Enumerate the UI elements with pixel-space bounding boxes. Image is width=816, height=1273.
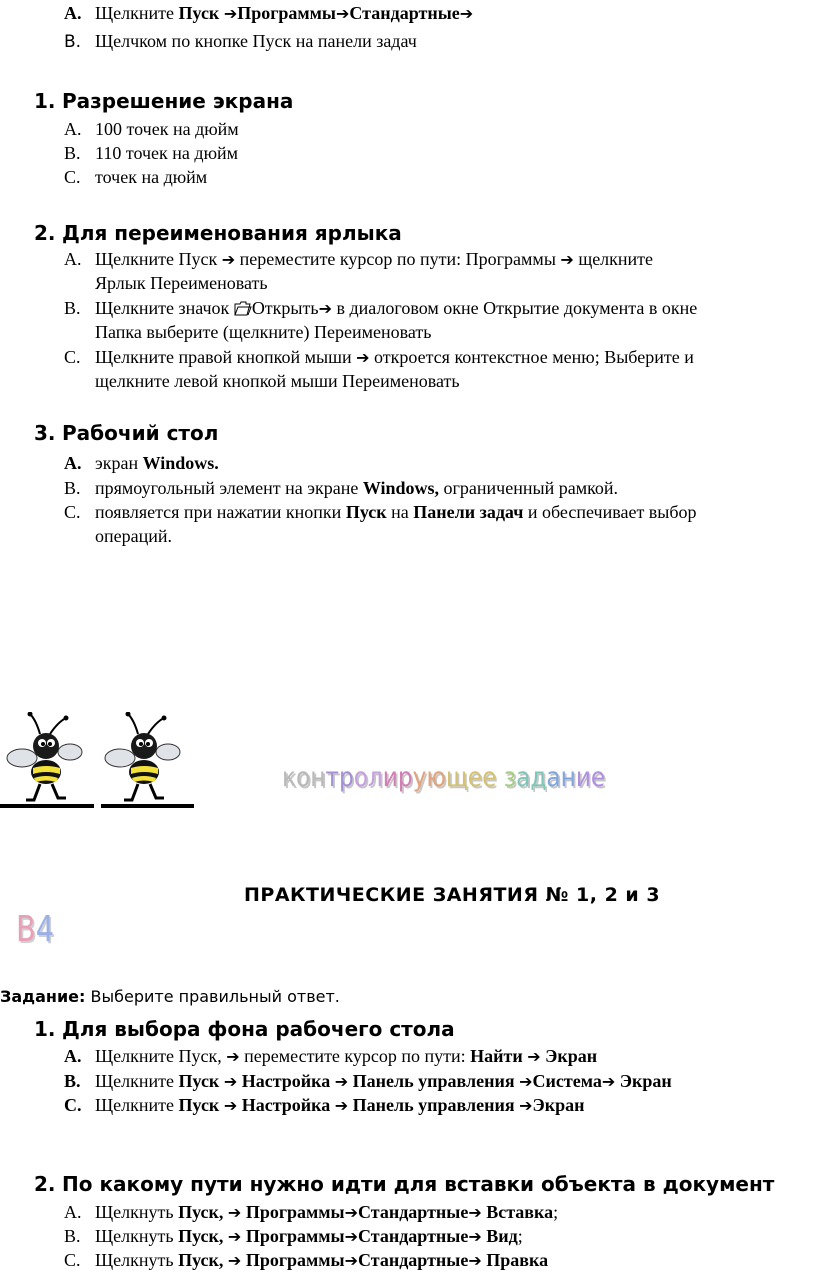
folder-icon xyxy=(234,300,252,322)
option-bold: Пуск xyxy=(178,3,220,23)
q2-option-b: B. Щелкните значок Открыть➔ в диалоговом окне Открытие документа в окне xyxy=(64,297,697,322)
wordart-title: контролирующее задание xyxy=(282,762,606,793)
arrow-right-icon: ➔ xyxy=(334,1096,349,1115)
question-1-title: 1. Разрешение экрана xyxy=(34,89,294,113)
arrow-right-icon: ➔ xyxy=(459,4,474,23)
arrow-right-icon: ➔ xyxy=(226,1047,240,1066)
option-b xyxy=(64,30,417,53)
option-letter: B. xyxy=(64,32,82,52)
q3-option-c: C. появляется при нажатии кнопки Пуск на Панели задач и обеспечивает выбор xyxy=(64,502,697,522)
arrow-right-icon: ➔ xyxy=(318,299,332,318)
arrow-right-icon: ➔ xyxy=(519,1072,533,1091)
q1-option-c: C. точек на дюйм xyxy=(64,167,208,187)
arrow-right-icon: ➔ xyxy=(336,4,350,23)
arrow-right-icon: ➔ xyxy=(344,1203,358,1222)
arrow-right-icon: ➔ xyxy=(356,348,370,367)
arrow-right-icon: ➔ xyxy=(519,1096,533,1115)
question-3-title: 3. Рабочий стол xyxy=(34,421,219,445)
option-text: Щелчком по кнопке Пуск на панели задач xyxy=(95,31,417,51)
bee-icon xyxy=(6,712,88,809)
practical-title: ПРАКТИЧЕСКИЕ ЗАНЯТИЯ № 1, 2 и 3 xyxy=(244,884,661,906)
q3-option-b: B. прямоугольный элемент на экране Windows, ограниченный рамкой. xyxy=(64,478,619,498)
arrow-right-icon: ➔ xyxy=(468,1203,482,1222)
task-line: Задание: Выберите правильный ответ. xyxy=(0,987,340,1006)
arrow-right-icon: ➔ xyxy=(468,1227,482,1246)
arrow-right-icon: ➔ xyxy=(344,1251,358,1270)
q1-option-a: A. 100 точек на дюйм xyxy=(64,119,239,139)
arrow-right-icon: ➔ xyxy=(223,1072,238,1091)
arrow-right-icon: ➔ xyxy=(227,1203,242,1222)
bee-icon xyxy=(104,712,186,809)
practical-question-1-title: 1. Для выбора фона рабочего стола xyxy=(34,1017,455,1041)
arrow-right-icon: ➔ xyxy=(601,1072,616,1091)
arrow-right-icon: ➔ xyxy=(468,1251,482,1270)
divider xyxy=(101,804,194,808)
arrow-right-icon: ➔ xyxy=(344,1227,358,1246)
option-letter: A. xyxy=(64,3,82,23)
arrow-right-icon: ➔ xyxy=(227,1251,242,1270)
arrow-right-icon: ➔ xyxy=(227,1227,242,1246)
option-text: Щелкните xyxy=(95,3,179,23)
option-a: A. Щелкните Пуск ➔Программы➔Стандартные➔ xyxy=(64,3,474,23)
variant-badge: В4 xyxy=(16,909,55,950)
p2-option-c: C. Щелкнуть Пуск, ➔ Программы➔Стандартные➔ Правка xyxy=(64,1250,549,1270)
q2-option-a-cont: Ярлык Переименовать xyxy=(95,273,268,293)
q2-option-c-cont: щелкните левой кнопкой мыши Переименовать xyxy=(95,371,460,391)
p2-option-a: A. Щелкнуть Пуск, ➔ Программы➔Стандартные➔ Вставка; xyxy=(64,1202,559,1222)
divider xyxy=(0,804,94,808)
arrow-right-icon: ➔ xyxy=(560,250,574,269)
arrow-right-icon: ➔ xyxy=(223,4,238,23)
arrow-right-icon: ➔ xyxy=(527,1047,541,1066)
arrow-right-icon: ➔ xyxy=(334,1072,349,1091)
p2-option-b: B. Щелкнуть Пуск, ➔ Программы➔Стандартные➔ Вид; xyxy=(64,1226,523,1246)
q2-option-a: A. Щелкните Пуск ➔ переместите курсор по пути: Программы ➔ щелкните xyxy=(64,249,654,269)
p1-option-a: A. Щелкните Пуск, ➔ переместите курсор по пути: Найти ➔ Экран xyxy=(64,1046,598,1066)
p1-option-b: B. Щелкните Пуск ➔ Настройка ➔ Панель управления ➔Система➔ Экран xyxy=(64,1071,672,1091)
q3-option-c-cont: операций. xyxy=(95,526,173,546)
q3-option-a: A. экран Windows. xyxy=(64,453,219,473)
arrow-right-icon: ➔ xyxy=(221,250,236,269)
q1-option-b: B. 110 точек на дюйм xyxy=(64,143,239,163)
question-2-title: 2. Для переименования ярлыка xyxy=(34,221,402,245)
p1-option-c: C. Щелкните Пуск ➔ Настройка ➔ Панель управления ➔Экран xyxy=(64,1095,585,1115)
q2-option-b-cont: Папка выберите (щелкните) Переименовать xyxy=(95,322,432,342)
arrow-right-icon: ➔ xyxy=(223,1096,238,1115)
practical-question-2-title: 2. По какому пути нужно идти для вставки объекта в документ xyxy=(34,1172,775,1196)
q2-option-c: C. Щелкните правой кнопкой мыши ➔ откроется контекстное меню; Выберите и xyxy=(64,347,694,367)
